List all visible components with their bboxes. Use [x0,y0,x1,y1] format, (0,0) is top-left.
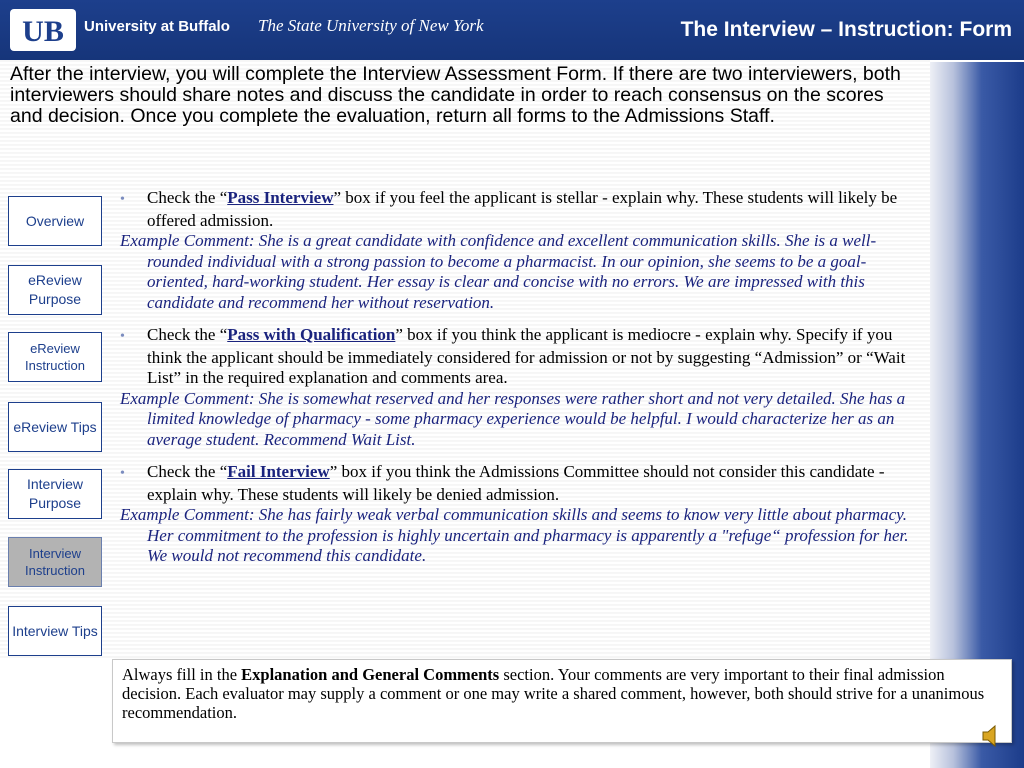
bullet-pass-interview [120,188,920,231]
pass-qualification-link[interactable]: Pass with Qualification [227,325,396,344]
example-fail-interview: Example Comment: She has fairly weak verbal communication skills and seems to know very little about pharmacy. Her commitment to the profession is highly uncertain and pharmacy is apparently a "refuge“ profession for her. We would not recommend this candidate. [120,505,909,565]
nav-interview-purpose[interactable]: Interview Purpose [8,469,102,519]
comments-note-box [112,659,1012,743]
example-pass-interview: Example Comment: She is a great candidate with confidence and excellent communication skills. She is a well-rounded individual with a strong passion to become a pharmacist. In our opinion, she seems to be a goal-oriented, hard-working student. Her essay is clear and concise with no errors. We are impressed with this candidate and recommend her without reservation. [120,231,877,312]
slide-title: The Interview – Instruction: Form [680,18,1012,41]
fail-interview-link[interactable]: Fail Interview [227,462,330,481]
speaker-icon[interactable] [980,722,1004,750]
example-pass-qualification: Example Comment: She is somewhat reserved and her responses were rather short and not very detailed. She has a limited knowledge of pharmacy - some pharmacy experience would be helpful. I would characterize her as an average student. Recommend Wait List. [120,388,906,449]
university-name: University at Buffalo [84,18,230,35]
bullet-text-pre: Check the “ [147,325,228,344]
bullet-text-pre: Check the “ [147,188,228,207]
bullet-dot-icon: • [120,466,125,481]
bullet-text-pre: Check the “ [147,462,228,481]
nav-interview-tips[interactable]: Interview Tips [8,606,102,656]
note-text-post: section. Your comments are very important to their final admission decision. Each evaluator may supply a comment or one may write a shared comment, however, both should strive for a unanimous recommendation. [122,665,985,722]
header-band [0,0,1024,60]
nav-overview[interactable]: Overview [8,196,102,246]
note-text-pre: Always fill in the [122,665,242,684]
pass-interview-link[interactable]: Pass Interview [227,188,334,207]
ub-logo-icon [8,7,78,53]
nav-ereview-purpose[interactable]: eReview Purpose [8,265,102,315]
note-text-bold: Explanation and General Comments [241,665,500,684]
bullet-text-post: ” box if you think the applicant is mediocre - explain why. Specify if you think the applicant should be immediately considered for admission or not by suggesting “Admission” or “Wait List” in the required explanation and comments area. [147,325,906,387]
nav-ereview-tips[interactable]: eReview Tips [8,402,102,452]
nav-ereview-instruction[interactable]: eReview Instruction [8,332,102,382]
svg-text:UB: UB [22,15,64,48]
bullet-text-post: ” box if you feel the applicant is stellar - explain why. These students will likely be offered admission. [147,188,898,230]
bullet-dot-icon: • [120,329,125,344]
instruction-content [120,188,920,567]
suny-name: The State University of New York [258,16,484,35]
bullet-fail-interview [120,462,920,505]
bullet-dot-icon: • [120,192,125,207]
intro-paragraph: After the interview, you will complete the Interview Assessment Form. If there are two interviewers, both interviewers should share notes and discuss the candidate in order to reach consensus on the scores and decision. Once you complete the evaluation, return all forms to the Admissions Staff. [10,63,901,127]
bullet-pass-qualification [120,325,920,389]
bullet-text-post: ” box if you think the Admissions Committee should not consider this candidate - explain why. These students will likely be denied admission. [147,462,885,504]
nav-interview-instruction[interactable]: Interview Instruction [8,537,102,587]
